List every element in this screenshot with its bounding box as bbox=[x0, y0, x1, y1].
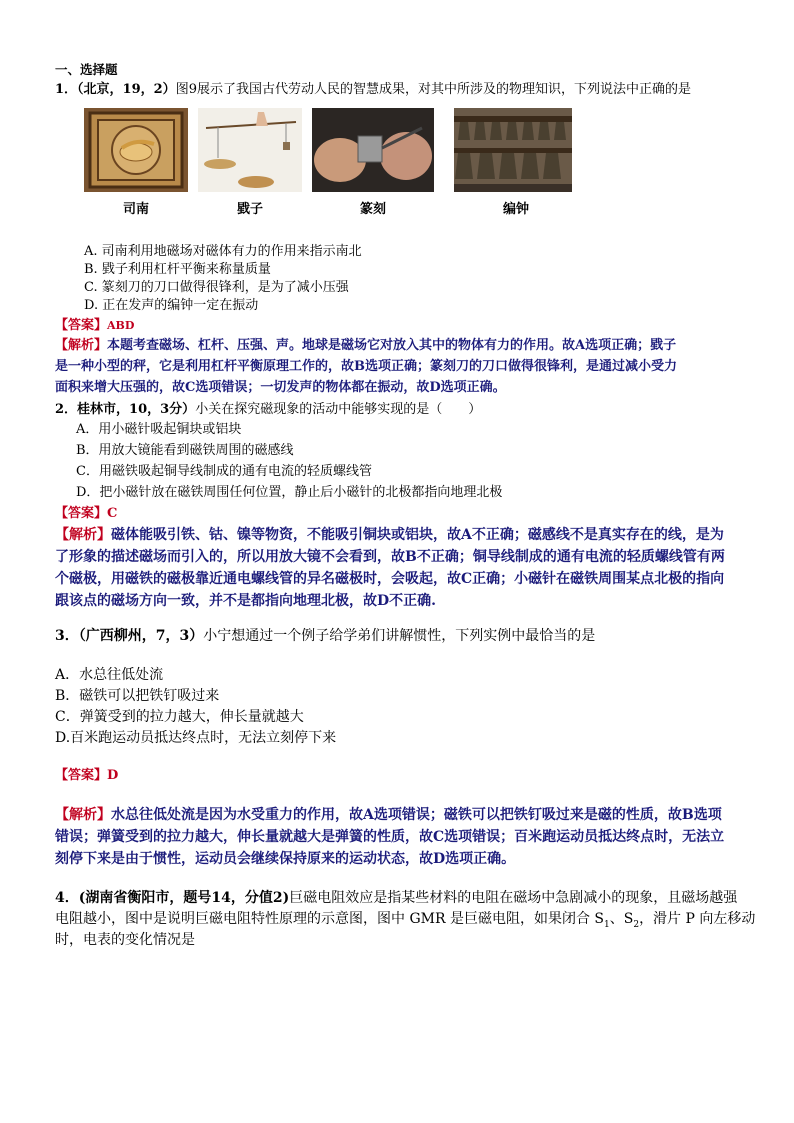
q3-option-b: B．磁铁可以把铁钉吸过来 bbox=[55, 688, 220, 704]
q1-source: （北京，19，2） bbox=[77, 82, 176, 97]
q1-option-b: B. 戥子利用杠杆平衡来称量质量 bbox=[84, 262, 271, 277]
caption-dengzi: 戥子 bbox=[236, 202, 263, 217]
q1-stem-line bbox=[55, 81, 691, 98]
q3-source: （广西柳州，7，3） bbox=[78, 628, 204, 644]
q1-option-a: A. 司南利用地磁场对磁体有力的作用来指示南北 bbox=[84, 244, 362, 259]
q3-answer bbox=[55, 767, 118, 784]
q3-analysis-line3: 刻停下来是由于惯性，运动员会继续保持原来的运动状态，故D选项正确。 bbox=[55, 851, 516, 867]
q2-option-a: A．用小磁针吸起铜块或铝块 bbox=[76, 422, 242, 437]
q2-stem: 小关在探究磁现象的活动中能够实现的是（ ） bbox=[195, 402, 482, 417]
q3-option-c: C．弹簧受到的拉力越大，伸长量就越大 bbox=[55, 709, 304, 725]
q3-number: 3． bbox=[55, 628, 79, 644]
q4-stem-line3: 时，电表的变化情况是 bbox=[55, 932, 195, 948]
q3-stem: 小宁想通过一个例子给学弟们讲解惯性，下列实例中最恰当的是 bbox=[203, 628, 596, 644]
q2-analysis-line2: 了形象的描述磁场而引入的，所以用放大镜不会看到，故B不正确；铜导线制成的通有电流的轻质螺线管有两 bbox=[55, 549, 725, 565]
q1-answer-value: ABD bbox=[107, 319, 135, 332]
sinan-compass-image bbox=[84, 108, 188, 192]
q3-answer-value: D bbox=[107, 768, 119, 783]
q2-analysis-line1: 【解析】磁体能吸引铁、钴、镍等物资，不能吸引铜块或铝块，故A不正确；磁感线不是真实存在的线，是为 bbox=[55, 527, 724, 543]
q1-analysis-line1: 【解析】本题考查磁场、杠杆、压强、声。地球是磁场它对放入其中的物体有力的作用。故A选项正确；戥子 bbox=[55, 338, 677, 353]
q2-option-d: D．把小磁针放在磁铁周围任何位置，静止后小磁针的北极都指向地理北极 bbox=[76, 485, 503, 500]
q2-answer-value: C bbox=[107, 506, 118, 521]
q3-answer-label: 【答案】 bbox=[55, 768, 108, 783]
q3-analysis-line2: 错误；弹簧受到的拉力越大，伸长量就越大是弹簧的性质，故C选项错误；百米跑运动员抵达终点时，无法立 bbox=[55, 829, 725, 845]
q1-option-c: C. 篆刻刀的刀口做得很锋利，是为了减小压强 bbox=[84, 280, 349, 295]
q2-option-c: C．用磁铁吸起铜导线制成的通有电流的轻质螺线管 bbox=[76, 464, 372, 479]
seal-carving-image bbox=[312, 108, 434, 192]
q1-answer bbox=[55, 317, 134, 334]
q2-source: 桂林市，10，3分） bbox=[77, 402, 196, 417]
q2-answer-label: 【答案】 bbox=[55, 506, 108, 521]
q4-number: 4． bbox=[55, 890, 79, 906]
section-title: 一、选择题 bbox=[55, 62, 118, 77]
q1-analysis-label: 【解析】 bbox=[55, 338, 108, 353]
q2-analysis-label: 【解析】 bbox=[55, 527, 111, 543]
q2-answer bbox=[55, 505, 117, 522]
q1-option-d: D. 正在发声的编钟一定在振动 bbox=[84, 298, 259, 313]
q1-analysis-line3: 面积来增大压强的，故C选项错误；一切发声的物体都在振动，故D选项正确。 bbox=[55, 380, 506, 395]
q1-analysis-line2: 是一种小型的秤，它是利用杠杆平衡原理工作的，故B选项正确；篆刻刀的刀口做得很锋利，是通过减小受力 bbox=[55, 359, 677, 374]
caption-zhuanke: 篆刻 bbox=[359, 202, 386, 217]
dengzi-scale-image bbox=[198, 108, 302, 192]
caption-bianzhong: 编钟 bbox=[502, 202, 529, 217]
q2-option-b: B．用放大镜能看到磁铁周围的磁感线 bbox=[76, 443, 294, 458]
bianzhong-bells-image bbox=[454, 108, 572, 192]
caption-sinan: 司南 bbox=[122, 202, 149, 217]
q4-stem-line2: 电阻越小，图中是说明巨磁电阻特性原理的示意图，图中 GMR 是巨磁电阻，如果闭合 $S_1$、$S_2$，滑片 P 向左移动 bbox=[55, 911, 756, 930]
q3-stem-line bbox=[55, 626, 595, 646]
q2-analysis-line4: 跟该点的磁场方向一致，并不是都指向地理北极，故D不正确. bbox=[55, 593, 437, 609]
q1-stem: 图9展示了我国古代劳动人民的智慧成果，对其中所涉及的物理知识，下列说法中正确的是 bbox=[175, 82, 691, 97]
q2-analysis-line3: 个磁极，用磁铁的磁极靠近通电螺线管的异名磁极时，会吸起，故C正确；小磁针在磁铁周围某点北极的指向 bbox=[55, 571, 725, 587]
q2-number: 2． bbox=[55, 402, 78, 417]
q4-source: (湖南省衡阳市，题号14，分值2) bbox=[78, 890, 290, 906]
q3-analysis-label: 【解析】 bbox=[55, 807, 111, 823]
q1-number: 1． bbox=[55, 82, 78, 97]
q2-stem-line bbox=[55, 401, 481, 418]
q3-option-d: D.百米跑运动员抵达终点时，无法立刻停下来 bbox=[55, 730, 337, 746]
q3-option-a: A．水总往低处流 bbox=[55, 667, 164, 683]
q4-stem-line1: 4．(湖南省衡阳市，题号14，分值2)巨磁电阻效应是指某些材料的电阻在磁场中急剧减小的现象，且磁场越强 bbox=[55, 890, 738, 906]
q1-answer-label: 【答案】 bbox=[55, 318, 108, 333]
q3-analysis-line1: 【解析】水总往低处流是因为水受重力的作用，故A选项错误；磁铁可以把铁钉吸过来是磁的性质，故B选项 bbox=[55, 807, 722, 823]
